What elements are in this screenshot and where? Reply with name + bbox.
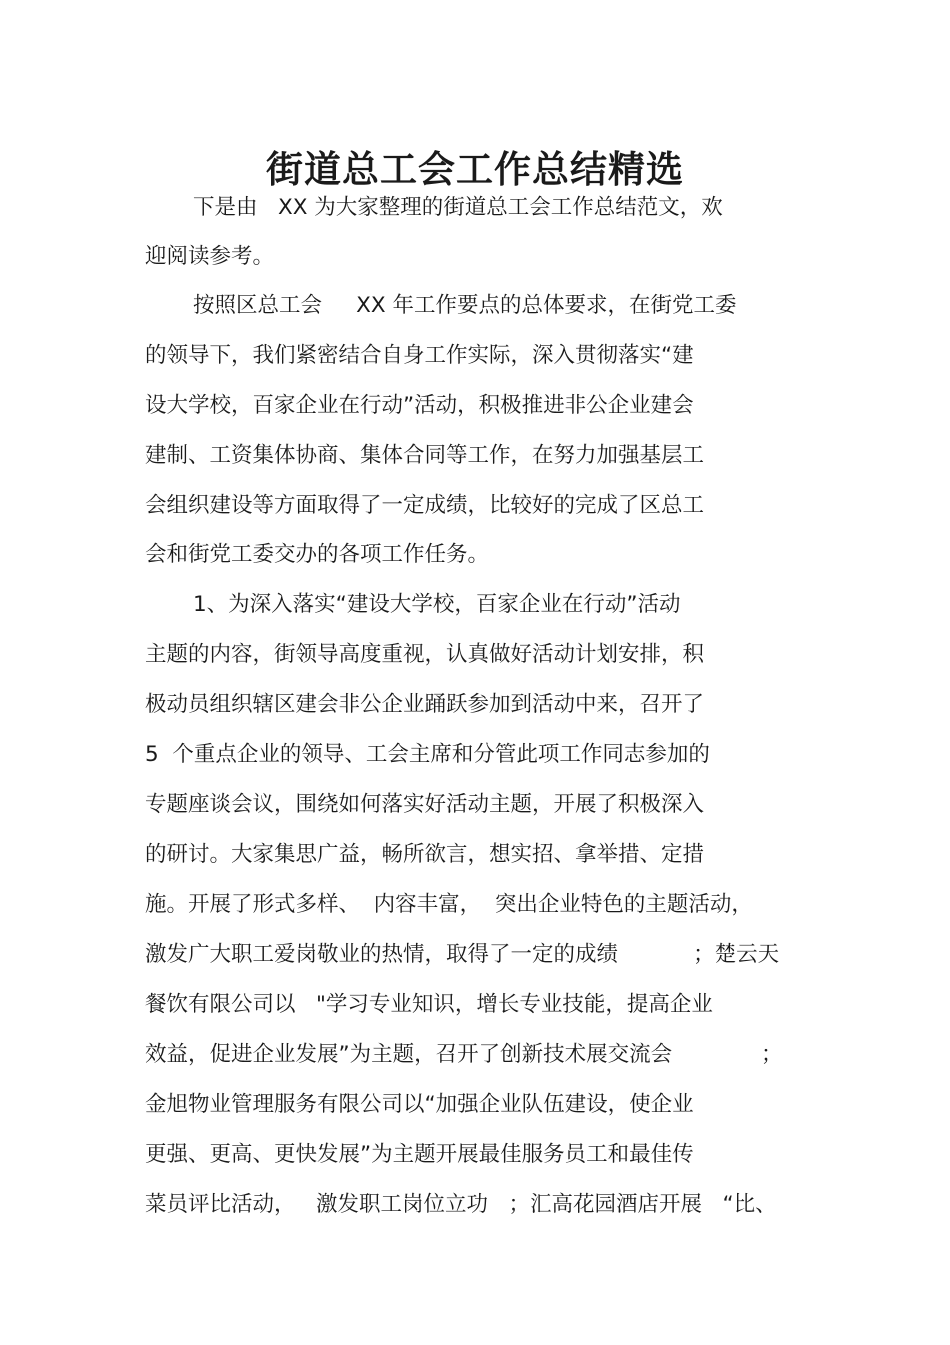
document-title: 街道总工会工作总结精选 — [266, 146, 684, 191]
paragraph-line: 的研讨。大家集思广益，畅所欲言，想实招、拿举措、定措 — [145, 842, 705, 867]
paragraph-line: 效益，促进企业发展”为主题，召开了创新技术展交流会 ； — [145, 1042, 783, 1067]
paragraph-line: 极动员组织辖区建会非公企业踊跃参加到活动中来，召开了 — [145, 692, 705, 717]
paragraph-line: 按照区总工会 XX 年工作要点的总体要求，在街党工委 — [193, 293, 737, 318]
paragraph-line: 5 个重点企业的领导、工会主席和分管此项工作同志参加的 — [145, 742, 710, 767]
paragraph-line: 建制、工资集体协商、集体合同等工作，在努力加强基层工 — [145, 443, 705, 468]
paragraph-line: 餐饮有限公司以 "学习专业知识，增长专业技能，提高企业 — [145, 992, 713, 1017]
paragraph-line: 的领导下，我们紧密结合自身工作实际，深入贯彻落实“建 — [145, 343, 694, 368]
paragraph-line: 金旭物业管理服务有限公司以“加强企业队伍建设，使企业 — [145, 1092, 694, 1117]
paragraph-line: 迎阅读参考。 — [145, 244, 275, 269]
paragraph-line: 专题座谈会议，围绕如何落实好活动主题，开展了积极深入 — [145, 792, 705, 817]
paragraph-line: 设大学校，百家企业在行动”活动，积极推进非公企业建会 — [145, 393, 694, 418]
paragraph-line: 菜员评比活动， 激发职工岗位立功 ；汇高花园酒店开展 “比、 — [145, 1192, 777, 1217]
paragraph-line: 下是由 XX 为大家整理的街道总工会工作总结范文，欢 — [193, 195, 723, 220]
paragraph-line: 会和街党工委交办的各项工作任务。 — [145, 542, 490, 567]
paragraph-line: 更强、更高、更快发展”为主题开展最佳服务员工和最佳传 — [145, 1142, 694, 1167]
paragraph-line: 会组织建设等方面取得了一定成绩，比较好的完成了区总工 — [145, 493, 705, 518]
paragraph-line: 1、为深入落实“建设大学校，百家企业在行动”活动 — [193, 592, 681, 617]
paragraph-line: 主题的内容，街领导高度重视，认真做好活动计划安排，积 — [145, 642, 705, 667]
paragraph-line: 激发广大职工爱岗敬业的热情，取得了一定的成绩 ；楚云天 — [145, 942, 780, 967]
paragraph-line: 施。开展了形式多样、 内容丰富， 突出企业特色的主题活动， — [145, 892, 753, 917]
